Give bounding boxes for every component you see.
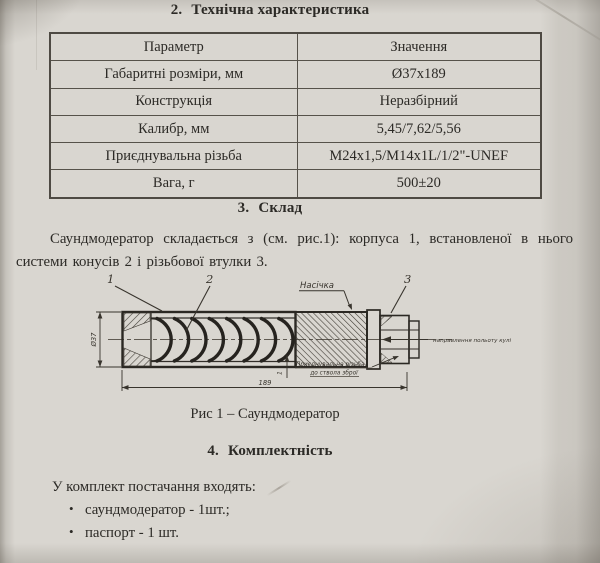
- suppressor-technical-drawing: [0, 258, 600, 406]
- section-3-heading: [0, 200, 540, 217]
- table-cell-param: Конструкція: [50, 88, 297, 115]
- part-leader-3: [391, 286, 406, 313]
- diameter-arrow-top: [98, 312, 103, 319]
- table-cell-value: 500±20: [297, 170, 541, 198]
- figure-caption: Рис 1 – Саундмодератор: [190, 406, 340, 422]
- spec-table: [49, 32, 542, 199]
- section-4-number: 4.: [207, 443, 219, 459]
- cap-hatch-top: [124, 313, 150, 331]
- section-2-title: Технічна характеристика: [191, 2, 370, 18]
- length-arrow-right: [401, 385, 408, 390]
- bullet-icon: •: [69, 501, 74, 516]
- table-row: [50, 61, 541, 88]
- thread-note-arrowhead: [393, 356, 399, 360]
- part-leader-1: [115, 286, 162, 311]
- thread-note-line2: до ствола зброї: [310, 370, 358, 377]
- length-arrow-left: [122, 385, 129, 390]
- table-cell-param: Калибр, мм: [50, 115, 297, 142]
- bullet-icon: •: [69, 524, 74, 539]
- section-2-number: 2.: [170, 2, 183, 18]
- knurl-leader: [344, 291, 350, 307]
- table-cell-param: Приєднувальна різьба: [50, 143, 297, 170]
- cap-hatch-bottom: [124, 348, 150, 366]
- composition-paragraph: Саундмодератор складається з (см. рис.1): корпуса 1, встановленої в нього системи конусів 2 і різьбової втулки 3.: [16, 231, 573, 270]
- part-label-3: 3: [404, 272, 412, 286]
- diameter-dim-label: Ø37: [90, 332, 98, 347]
- table-cell-param: Габаритні розміри, мм: [50, 61, 297, 88]
- table-cell-param: Вага, г: [50, 170, 297, 198]
- knurl-leader-arrowhead: [348, 304, 352, 311]
- paper-crease-middle: [267, 480, 292, 497]
- thread-note-line1: Приєднувальна різьба: [296, 362, 365, 368]
- diameter-arrow-bottom: [98, 361, 103, 368]
- table-row: [50, 170, 541, 198]
- table-header-row: [50, 33, 541, 61]
- table-cell-value: M24x1,5/M14x1L/1/2"-UNEF: [297, 143, 541, 170]
- part-label-1: 1: [107, 272, 115, 286]
- table-header-value: Значення: [297, 33, 541, 61]
- list-item: [69, 501, 230, 519]
- knurl-label: Насічка: [300, 281, 334, 291]
- kit-item-text: саундмодератор - 1шт.;: [85, 502, 230, 518]
- table-cell-value: Ø37x189: [297, 61, 541, 88]
- table-row: [50, 115, 541, 142]
- table-row: [50, 88, 541, 115]
- section-4-title: Комплектність: [228, 443, 333, 459]
- section-4-heading: [0, 443, 540, 460]
- section-3-title: Склад: [258, 200, 303, 216]
- table-row: [50, 143, 541, 170]
- kit-item-text: паспорт - 1 шт.: [85, 525, 179, 541]
- table-cell-value: Неразбірний: [297, 88, 541, 115]
- list-item: [69, 524, 179, 542]
- wall-dim-label: 1: [276, 371, 284, 375]
- table-cell-value: 5,45/7,62/5,56: [297, 115, 541, 142]
- table-header-parameter: Параметр: [50, 33, 297, 61]
- section-3-number: 3.: [237, 200, 250, 216]
- knurl-section: [296, 312, 368, 367]
- length-dim-label: 189: [258, 379, 272, 387]
- flight-direction-arrowhead: [382, 336, 391, 342]
- kit-intro: У комплект постачання входять:: [52, 479, 256, 495]
- thread-hatch-top: [381, 317, 392, 327]
- section-2-heading: [0, 2, 540, 19]
- flight-direction-note: направлення польоту кулі: [433, 337, 512, 344]
- part-label-2: 2: [206, 272, 214, 286]
